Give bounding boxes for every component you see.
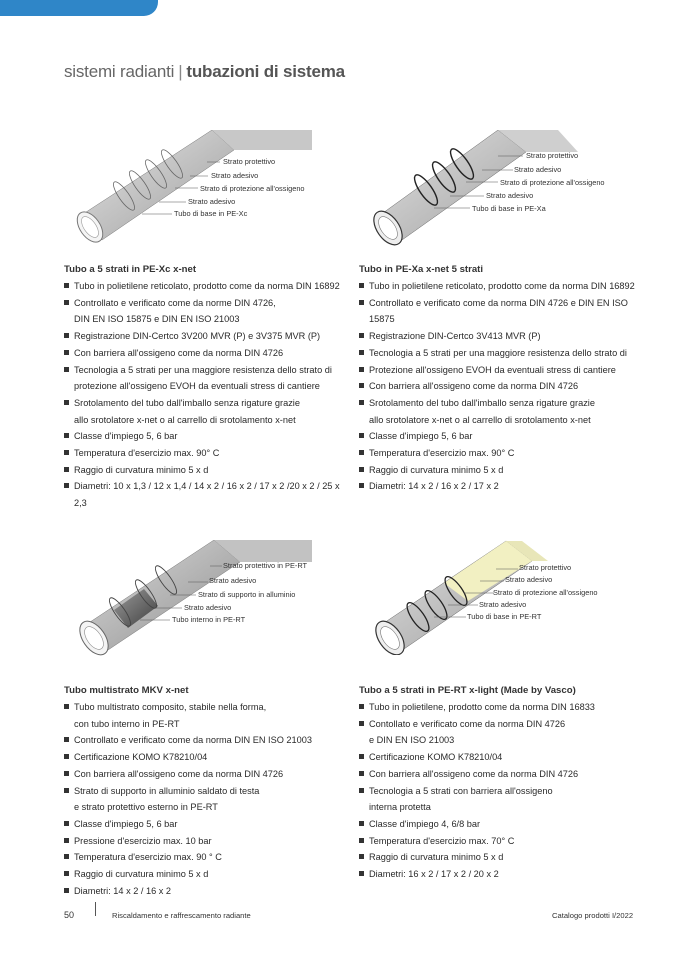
bullet-item: Tubo multistrato composito, stabile nella forma, [64, 699, 354, 716]
bullet-item: Controllato e verificato come da norma DIN 4726 e DIN EN ISO 15875 [359, 295, 649, 328]
bullet-list [64, 699, 354, 899]
bullet-item: Tecnologia a 5 strati per una maggiore resistenza dello strato di [64, 362, 354, 379]
product-title: Tubo a 5 strati in PE-Xc x-net [64, 264, 197, 275]
bullet-item: Diametri: 14 x 2 / 16 x 2 / 17 x 2 [359, 478, 649, 495]
bullet-item: Raggio di curvatura minimo 5 x d [359, 462, 649, 479]
pipe-figure-3 [62, 540, 312, 660]
bullet-item: Classe d'impiego 5, 6 bar [359, 428, 649, 445]
footer-right-text: Catalogo prodotti I/2022 [552, 911, 634, 920]
bullet-item: Classe d'impiego 5, 6 bar [64, 816, 354, 833]
figure-3-label-4: Strato adesivo [184, 603, 232, 612]
bullet-item: Temperatura d'esercizio max. 70° C [359, 833, 649, 850]
bullet-item: Controllato e verificato come da norma DIN EN ISO 21003 [64, 732, 354, 749]
bullet-item: Tubo in polietilene, prodotto come da norma DIN 16833 [359, 699, 649, 716]
page-title [64, 62, 345, 82]
product-section-1 [64, 264, 354, 512]
bullet-item: Certificazione KOMO K78210/04 [64, 749, 354, 766]
product-section-2 [359, 264, 649, 495]
figure-1-label-5: Tubo di base in PE-Xc [174, 209, 248, 218]
figure-3-label-5: Tubo interno in PE-RT [172, 615, 246, 624]
pipe-figure-4 [356, 535, 606, 655]
bullet-item: Tubo in polietilene reticolato, prodotto come da norma DIN 16892 [64, 278, 354, 295]
pipe-illustration [358, 130, 608, 250]
bullet-item: Diametri: 10 x 1,3 / 12 x 1,4 / 14 x 2 / 16 x 2 / 17 x 2 /20 x 2 / 25 x 2,3 [64, 478, 354, 511]
bullet-continuation: e DIN EN ISO 21003 [369, 735, 455, 746]
bullet-item: Diametri: 14 x 2 / 16 x 2 [64, 883, 354, 900]
product-section-3 [64, 685, 354, 899]
figure-1-label-4: Strato adesivo [188, 197, 236, 206]
bullet-item: Diametri: 16 x 2 / 17 x 2 / 20 x 2 [359, 866, 649, 883]
bullet-continuation: interna protetta [369, 802, 431, 813]
bullet-item: Raggio di curvatura minimo 5 x d [64, 866, 354, 883]
pipe-illustration [62, 540, 312, 660]
figure-1-label-2: Strato adesivo [211, 171, 259, 180]
figure-1-label-3: Strato di protezione all'ossigeno [200, 184, 305, 193]
bullet-item: Registrazione DIN-Certco 3V413 MVR (P) [359, 328, 649, 345]
pipe-figure-1 [62, 130, 312, 250]
bullet-continuation: protezione all'ossigeno EVOH da eventuali stress di cantiere [74, 381, 320, 392]
bullet-item: Classe d'impiego 4, 6/8 bar [359, 816, 649, 833]
bullet-continuation: e strato protettivo esterno in PE-RT [74, 802, 218, 813]
bullet-item: Strato di supporto in alluminio saldato di testa [64, 783, 354, 800]
figure-3-label-3: Strato di supporto in alluminio [198, 590, 296, 599]
bullet-item: Tecnologia a 5 strati per una maggiore resistenza dello strato di [359, 345, 649, 362]
figure-4-label-2: Strato adesivo [505, 575, 553, 584]
bullet-item: Raggio di curvatura minimo 5 x d [64, 462, 354, 479]
figure-4-label-3: Strato di protezione all'ossigeno [493, 588, 598, 597]
corner-tab [0, 0, 158, 16]
bullet-item: Srotolamento del tubo dall'imballo senza rigature grazie [359, 395, 649, 412]
pipe-figure-2 [358, 130, 608, 250]
bullet-continuation: allo srotolatore x-net o al carrello di srotolamento x-net [369, 414, 591, 425]
figure-3-label-2: Strato adesivo [209, 576, 257, 585]
product-title: Tubo a 5 strati in PE-RT x-light (Made by Vasco) [359, 685, 576, 696]
title-light: sistemi radianti [64, 62, 175, 81]
bullet-continuation: allo srotolatore x-net o al carrello di srotolamento x-net [74, 414, 296, 425]
bullet-item: Classe d'impiego 5, 6 bar [64, 428, 354, 445]
bullet-list [359, 278, 649, 495]
bullet-item: Con barriera all'ossigeno come da norma DIN 4726 [64, 345, 354, 362]
footer-divider [95, 902, 96, 916]
bullet-item: Temperatura d'esercizio max. 90 ° C [64, 849, 354, 866]
bullet-item: Registrazione DIN-Certco 3V200 MVR (P) e 3V375 MVR (P) [64, 328, 354, 345]
figure-2-label-5: Tubo di base in PE-Xa [472, 204, 546, 213]
bullet-continuation: con tubo interno in PE-RT [74, 718, 180, 729]
figure-1-label-1: Strato protettivo [223, 157, 276, 166]
bullet-continuation: DIN EN ISO 15875 e DIN EN ISO 21003 [74, 314, 240, 325]
figure-4-label-4: Strato adesivo [479, 600, 527, 609]
bullet-item: Con barriera all'ossigeno come da norma DIN 4726 [359, 766, 649, 783]
bullet-item: Con barriera all'ossigeno come da norma DIN 4726 [64, 766, 354, 783]
bullet-item: Tecnologia a 5 strati con barriera all'ossigeno [359, 783, 649, 800]
figure-4-label-5: Tubo di base in PE-RT [467, 612, 542, 621]
product-section-4 [359, 685, 649, 883]
bullet-list [359, 699, 649, 883]
bullet-item: Temperatura d'esercizio max. 90° C [64, 445, 354, 462]
bullet-item: Controllato e verificato come da norme DIN 4726, [64, 295, 354, 312]
figure-4-label-1: Strato protettivo [519, 563, 572, 572]
bullet-item: Tubo in polietilene reticolato, prodotto come da norma DIN 16892 [359, 278, 649, 295]
bullet-list [64, 278, 354, 512]
bullet-item: Protezione all'ossigeno EVOH da eventuali stress di cantiere [359, 362, 649, 379]
figure-3-label-1: Strato protettivo in PE-RT [223, 561, 308, 570]
bullet-item: Con barriera all'ossigeno come da norma DIN 4726 [359, 378, 649, 395]
bullet-item: Certificazione KOMO K78210/04 [359, 749, 649, 766]
bullet-item: Raggio di curvatura minimo 5 x d [359, 849, 649, 866]
product-title: Tubo multistrato MKV x-net [64, 685, 189, 696]
figure-2-label-3: Strato di protezione all'ossigeno [500, 178, 605, 187]
figure-2-label-4: Strato adesivo [486, 191, 534, 200]
product-title: Tubo in PE-Xa x-net 5 strati [359, 264, 484, 275]
title-separator: | [178, 62, 183, 81]
figure-2-label-2: Strato adesivo [514, 165, 562, 174]
bullet-item: Pressione d'esercizio max. 10 bar [64, 833, 354, 850]
page-number: 50 [64, 910, 75, 920]
title-bold: tubazioni di sistema [186, 62, 345, 81]
bullet-item: Srotolamento del tubo dall'imballo senza rigature grazie [64, 395, 354, 412]
bullet-item: Contollato e verificato come da norma DIN 4726 [359, 716, 649, 733]
figure-2-label-1: Strato protettivo [526, 151, 579, 160]
footer-left-text: Riscaldamento e raffrescamento radiante [112, 911, 251, 920]
bullet-item: Temperatura d'esercizio max. 90° C [359, 445, 649, 462]
